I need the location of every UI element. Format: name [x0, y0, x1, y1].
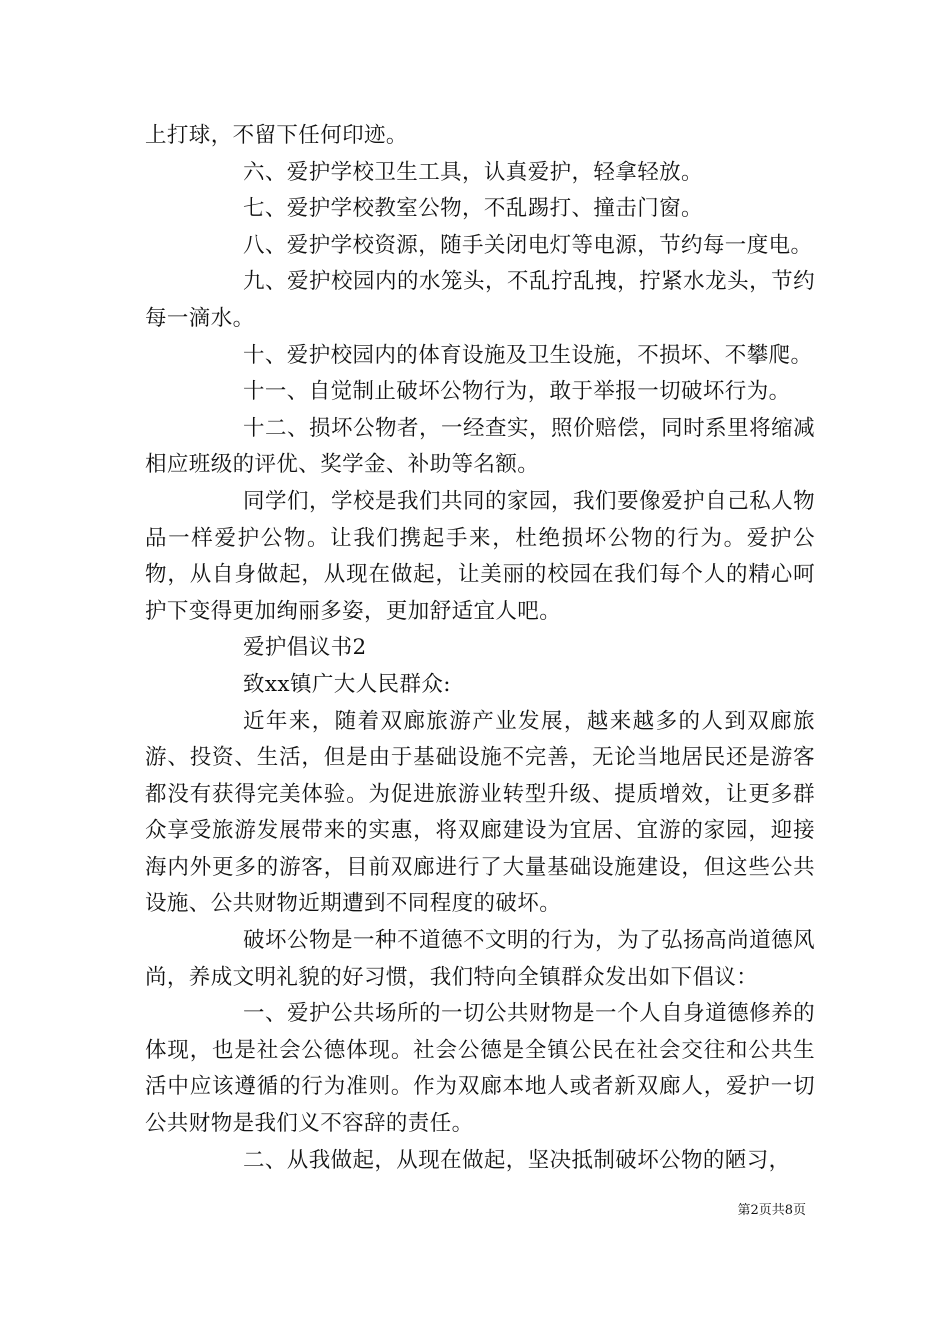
paragraph-item-9: 九、爱护校园内的水笼头，不乱拧乱拽，拧紧水龙头，节约每一滴水。 [145, 269, 815, 331]
paragraph-item-7: 七、爱护学校教室公物，不乱踢打、撞击门窗。 [243, 196, 703, 222]
document-body [145, 118, 815, 1179]
paragraph-appeal: 破坏公物是一种不道德不文明的行为，为了弘扬高尚道德风尚，养成文明礼貌的好习惯，我们特向全镇群众发出如下倡议： [145, 928, 815, 990]
paragraph-intro: 近年来，随着双廊旅游产业发展，越来越多的人到双廊旅游、投资、生活，但是由于基础设施不完善，无论当地居民还是游客都没有获得完美体验。为促进旅游业转型升级、提质增效，让更多群众享受旅游发展带来的实惠，将双廊建设为宜居、宜游的家园，迎接海内外更多的游客，目前双廊进行了大量基础设施建设，但这些公共设施、公共财物近期遭到不同程度的破坏。 [145, 708, 815, 917]
paragraph-item-10: 十、爱护校园内的体育设施及卫生设施，不损坏、不攀爬。 [243, 342, 813, 368]
paragraph-closing: 同学们，学校是我们共同的家园，我们要像爱护自己私人物品一样爱护公物。让我们携起手来，杜绝损坏公物的行为。爱护公物，从自身做起，从现在做起，让美丽的校园在我们每个人的精心呵护下变得更加绚丽多姿，更加舒适宜人吧。 [145, 488, 815, 624]
paragraph-continuation: 上打球，不留下任何印迹。 [145, 123, 408, 148]
salutation: 致xx镇广大人民群众: [243, 671, 451, 697]
paragraph-item-12: 十二、损坏公物者，一经查实，照价赔偿，同时系里将缩减相应班级的评优、奖学金、补助等名额。 [145, 415, 815, 478]
paragraph-point-2: 二、从我做起，从现在做起，坚决抵制破坏公物的陋习， [243, 1147, 791, 1173]
paragraph-item-6: 六、爱护学校卫生工具，认真爱护，轻拿轻放。 [243, 159, 703, 185]
paragraph-item-8: 八、爱护学校资源，随手关闭电灯等电源，节约每一度电。 [243, 232, 813, 258]
section-title: 爱护倡议书2 [243, 635, 367, 661]
page-number-footer: 第2页共8页 [737, 1203, 806, 1218]
paragraph-point-1: 一、爱护公共场所的一切公共财物是一个人自身道德修养的体现，也是社会公德体现。社会公德是全镇公民在社会交往和公共生活中应该遵循的行为准则。作为双廊本地人或者新双廊人，爱护一切公共财物是我们义不容辞的责任。 [145, 1001, 815, 1137]
paragraph-item-11: 十一、自觉制止破坏公物行为，敢于举报一切破坏行为。 [243, 379, 791, 405]
